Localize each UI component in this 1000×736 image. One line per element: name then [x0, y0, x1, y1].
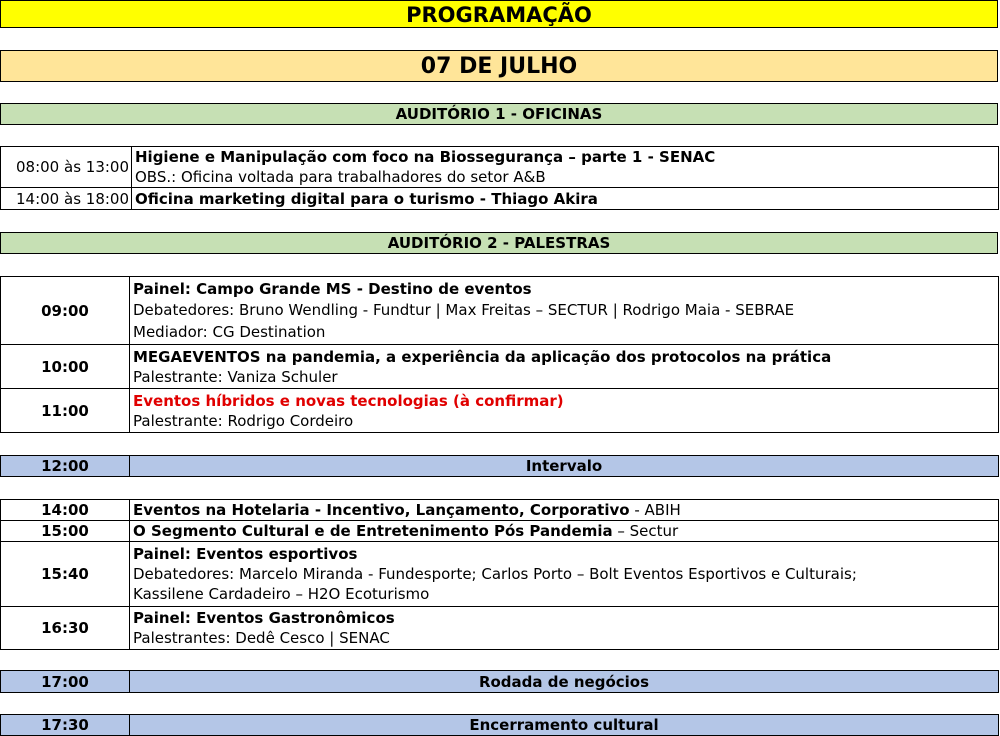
time-cell: 12:00: [1, 456, 130, 477]
event-title: Oficina marketing digital para o turismo - Thiago Akira: [135, 189, 598, 208]
event-title-highlight: Eventos híbridos e novas tecnologias (à confirmar): [133, 391, 564, 410]
time-cell: 14:00 às 18:00: [1, 188, 132, 210]
auditorio-1-schedule: [0, 146, 999, 210]
event-title: Painel: Campo Grande MS - Destino de eventos: [133, 279, 532, 298]
time-cell: 15:40: [1, 542, 130, 607]
event-title: MEGAEVENTOS na pandemia, a experiência da aplicação dos protocolos na prática: [133, 347, 832, 366]
event-detail: Debatedores: Marcelo Miranda - Fundesporte; Carlos Porto – Bolt Eventos Esportivos e Culturais;: [133, 565, 857, 583]
table-row: [1, 500, 999, 521]
encerramento-label: Encerramento cultural: [130, 715, 999, 736]
event-detail: Palestrantes: Dedê Cesco | SENAC: [133, 629, 390, 647]
section-auditorio-1: AUDITÓRIO 1 - OFICINAS: [0, 103, 998, 125]
event-title: Higiene e Manipulação com foco na Biossegurança – parte 1 - SENAC: [135, 148, 716, 166]
table-row: [1, 389, 999, 433]
event-detail: Debatedores: Bruno Wendling - Fundtur | Max Freitas – SECTUR | Rodrigo Maia - SEBRAE: [133, 300, 795, 319]
event-detail: Palestrante: Rodrigo Cordeiro: [133, 411, 354, 430]
time-cell: 17:30: [1, 715, 130, 736]
auditorio-2-morning: [0, 276, 999, 433]
time-cell: 15:00: [1, 521, 130, 542]
break-label: Intervalo: [130, 456, 999, 477]
event-title: Painel: Eventos esportivos: [133, 545, 358, 563]
event-cell: [132, 188, 999, 210]
event-title: Eventos na Hotelaria - Incentivo, Lançamento, Corporativo: [133, 501, 630, 519]
event-cell: [130, 500, 999, 521]
encerramento-row: [0, 714, 999, 736]
event-cell: [130, 607, 999, 650]
table-row: [1, 542, 999, 607]
table-row: [1, 715, 999, 736]
event-cell: [130, 389, 999, 433]
table-row: [1, 188, 999, 210]
table-row: [1, 277, 999, 345]
date-heading: 07 DE JULHO: [0, 50, 998, 82]
table-row: [1, 147, 999, 188]
rodada-label: Rodada de negócios: [130, 671, 999, 693]
event-organizer: - ABIH: [629, 501, 681, 519]
time-cell: 09:00: [1, 277, 130, 345]
event-organizer: – Sectur: [612, 522, 679, 540]
rodada-row: [0, 670, 999, 693]
event-detail: Palestrante: Vaniza Schuler: [133, 367, 338, 386]
auditorio-2-afternoon: [0, 499, 999, 650]
event-cell: [130, 277, 999, 345]
table-row: [1, 456, 999, 477]
table-row: [1, 671, 999, 693]
event-cell: [130, 542, 999, 607]
event-title: Painel: Eventos Gastronômicos: [133, 609, 395, 627]
time-cell: 08:00 às 13:00: [1, 147, 132, 188]
table-row: [1, 607, 999, 650]
break-row: [0, 455, 999, 477]
event-detail: Kassilene Cardadeiro – H2O Ecoturismo: [133, 585, 430, 603]
time-cell: 10:00: [1, 345, 130, 389]
time-cell: 11:00: [1, 389, 130, 433]
event-cell: [132, 147, 999, 188]
time-cell: 17:00: [1, 671, 130, 693]
event-cell: [130, 345, 999, 389]
time-cell: 14:00: [1, 500, 130, 521]
event-cell: [130, 521, 999, 542]
table-row: [1, 521, 999, 542]
event-detail: Mediador: CG Destination: [133, 322, 326, 341]
event-note: OBS.: Oficina voltada para trabalhadores do setor A&B: [135, 168, 546, 186]
time-cell: 16:30: [1, 607, 130, 650]
event-title: O Segmento Cultural e de Entretenimento Pós Pandemia: [133, 522, 613, 540]
page-title: PROGRAMAÇÃO: [0, 0, 998, 28]
section-auditorio-2: AUDITÓRIO 2 - PALESTRAS: [0, 232, 998, 254]
table-row: [1, 345, 999, 389]
